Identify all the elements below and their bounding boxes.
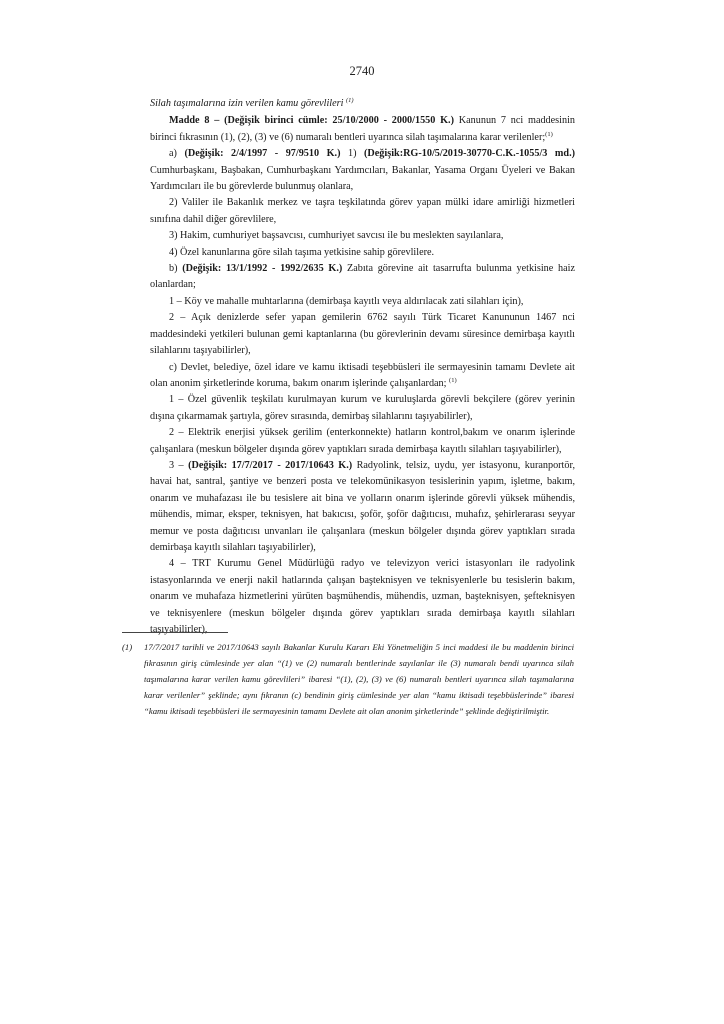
paragraph-c3 [150, 458, 575, 556]
footnote [122, 639, 574, 719]
footnote-text: 17/7/2017 tarihli ve 2017/10643 sayılı Bakanlar Kurulu Kararı Eki Yönetmeliğin 5 inci maddesi ile bu maddenin birinci fıkrasının giriş cümlesinde yer alan “(1) ve (2) numaralı bentlerinde sayılanlar ile (3) numaralı bendi uyarınca silah taşımalarına karar verilen kamu görevlileri” ibaresi “(1), (2), (3) ve (6) numaralı bentleri uyarınca silah taşımalarına karar verilenler” şeklinde; aynı fıkranın (c) bendinin giriş cümlesinde yer alan “kamu iktisadi teşebbüslerinde” ibaresi “kamu iktisadi teşebbüsleri ile sermayesinin tamamı Devlete ait olan anonim şirketlerinde” şeklinde değiştirilmiştir. [144, 642, 574, 716]
paragraph-a [150, 146, 575, 195]
item-prefix: b) [169, 263, 183, 275]
amendment-note: (Değişik: 13/1/1992 - 1992/2635 K.) [182, 263, 343, 275]
section-title-text: Silah taşımalarına izin verilen kamu görevlileri [150, 98, 344, 109]
item-prefix: 1) [340, 148, 365, 160]
paragraph-text: Cumhurbaşkanı, Başbakan, Cumhurbaşkanı Yardımcıları, Bakanlar, Yasama Organı Üyeleri ve Bakan Yardımcıları ile bu görevlerde bulunmuş olanlara, [150, 164, 575, 193]
article-8-intro [150, 113, 575, 146]
footnote-ref: (1) [545, 130, 553, 138]
amendment-note: (Değişik birinci cümle: 25/10/2000 - 2000/1550 K.) [224, 115, 454, 127]
paragraph-a4: 4) Özel kanunlarına göre silah taşıma yetkisine sahip görevlilere. [169, 246, 435, 258]
paragraph-a3: 3) Hakim, cumhuriyet başsavcısı, cumhuriyet savcısı ile bu meslekten sayılanlara, [169, 230, 504, 242]
amendment-note: (Değişik:RG-10/5/2019-30770-C.K.-1055/3 md.) [364, 148, 576, 160]
paragraph-b [150, 261, 575, 294]
paragraph-text: Radyolink, telsiz, uydu, yer istasyonu, kuranportör, havai hat, santral, şantiye ve benzeri posta ve telekomünikasyon tesislerinin yapım, işletme, bakım, onarım ve muhafazası ile bu tesislere ait bina ve yolların onarım işlerinde görevli yüksek mühendis, mühendis, mimar, eksper, teknisyen, hat bakıcısı, şoför, şoför dağıtıcısı, muhafız, şehirlerarası seyyar memur ve posta dağıtıcısı unvanları ile çalışanlara (meskun bölgeler dışında görev yaptıkları sırada demirbaşa kayıtlı silahları taşıyabilirler), [150, 459, 576, 553]
paragraph-c2: 2 – Elektrik enerjisi yüksek gerilim (enterkonnekte) hatların kontrol,bakım ve onarım işlerinde çalışanlara (meskun bölgeler dışında görev yaptıkları sırada demirbaşa kayıtlı silahları taşıyabilirler), [150, 427, 575, 455]
section-title [150, 96, 575, 112]
paragraph-b1: 1 – Köy ve mahalle muhtarlarına (demirbaşa kayıtlı veya aldırılacak zati silahları için), [169, 295, 524, 307]
article-text: Kanunun 7 nci maddesinin birinci fıkrasının (1), (2), (3) ve (6) numaralı bentleri uyarınca silah taşımalarına karar verilenler; [150, 115, 575, 143]
paragraph-text: c) Devlet, belediye, özel idare ve kamu iktisadi teşebbüsleri ile sermayesinin tamamı Devlete ait olan anonim şirketlerinde koruma, bakım onarım işlerinde çalışanlardan; [150, 361, 575, 389]
footnote-ref: (1) [346, 97, 354, 104]
footnote-separator [122, 632, 228, 633]
paragraph-text: Zabıta görevine ait tasarrufta bulunma yetkisine haiz olanlardan; [150, 263, 575, 291]
item-prefix: 3 – [169, 459, 189, 471]
paragraph-c4: 4 – TRT Kurumu Genel Müdürlüğü radyo ve televizyon verici istasyonları ile radyolink istasyonlarında ve enerji nakil hatlarında çalışan başteknisyen ve teknisyenlerle bu tesislerin bakım, onarım ve muhafaza hizmetlerini yürüten başmühendis, mühendis, uzman, başteknisyen, şefteknisyen ve teknisyenlere (meskun bölgeler dışında görev yaptıkları sırada demirbaşa kayıtlı silahları taşıyabilirler), [150, 558, 575, 635]
footnote-mark: (1) [122, 642, 133, 652]
paragraph-a2: 2) Valiler ile Bakanlık merkez ve taşra teşkilatında görev yapan mülki idare amirliği hizmetleri sınıfına dahil diğer görevlilere, [150, 197, 575, 225]
article-label: Madde 8 – [169, 115, 225, 127]
document-body [150, 96, 575, 638]
footnote-ref: (1) [449, 376, 457, 384]
amendment-note: (Değişik: 2/4/1997 - 97/9510 K.) [184, 148, 341, 160]
paragraph-b2: 2 – Açık denizlerde sefer yapan gemilerin 6762 sayılı Türk Ticaret Kanununun 1467 nci maddesindeki yetkileri bulunan gemi kaptanlarına (bu görevlerinin devamı süresince demirbaşa kayıtlı silahlarını taşıyabilirler), [150, 312, 575, 357]
paragraph-c [150, 360, 575, 393]
amendment-note: (Değişik: 17/7/2017 - 2017/10643 K.) [188, 459, 353, 471]
item-prefix: a) [169, 148, 185, 160]
page-number: 2740 [349, 64, 375, 78]
paragraph-c1: 1 – Özel güvenlik teşkilatı kurulmayan kurum ve kuruluşlarda görevli bekçilere (görev yerinin dışına çıkarmamak şartıyla, görev sırasında, demirbaş silahlarını taşıyabilirler), [150, 394, 575, 422]
